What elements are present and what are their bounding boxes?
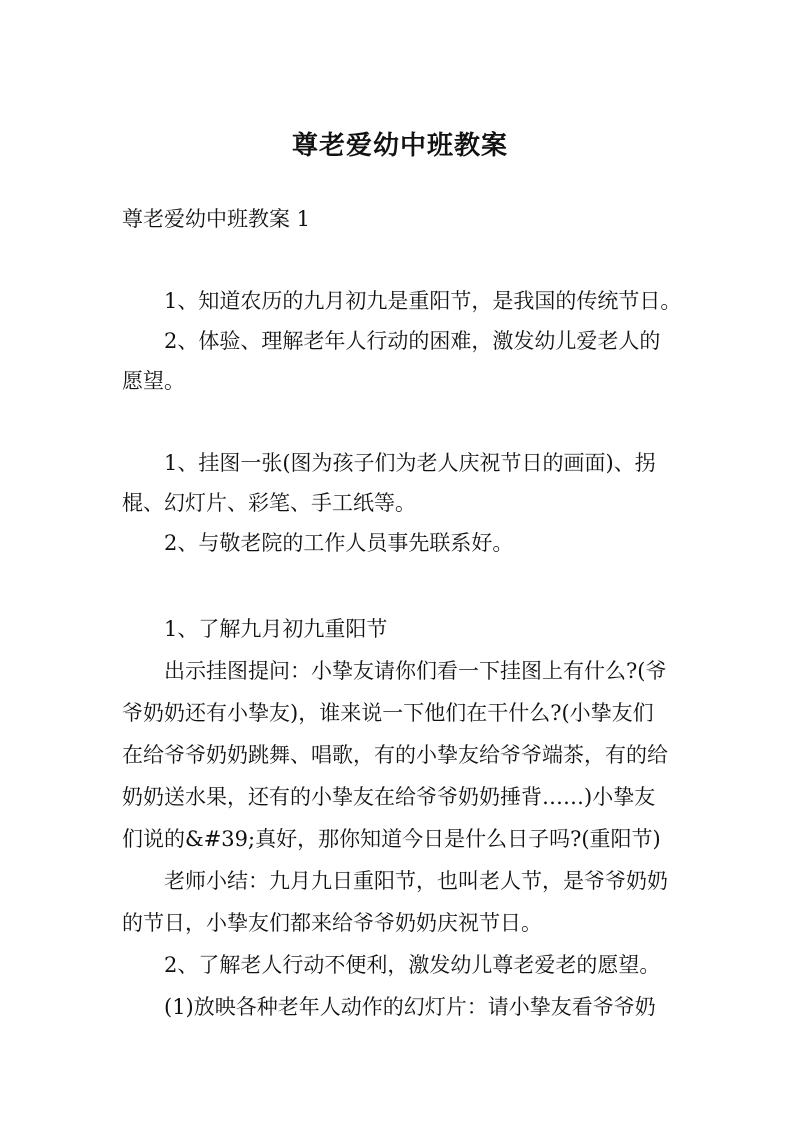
material-line-1: 1、挂图一张(图为孩子们为老人庆祝节日的画面)、拐 xyxy=(164,451,656,475)
process-step-2: 2、了解老人行动不便利，激发幼儿尊老爱老的愿望。 xyxy=(164,953,661,977)
process-paragraph-line: 在给爷爷奶奶跳舞、唱歌，有的小挚友给爷爷端茶，有的给 xyxy=(122,743,668,767)
teacher-summary-line: 老师小结：九月九日重阳节，也叫老人节，是爷爷奶奶 xyxy=(164,869,668,893)
material-line-2: 2、与敬老院的工作人员事先联系好。 xyxy=(164,531,514,555)
process-paragraph-line: 们说的&#39;真好，那你知道今日是什么日子吗?(重阳节) xyxy=(122,827,661,851)
objective-line-1: 1、知道农历的九月初九是重阳节，是我国的传统节日。 xyxy=(164,289,682,313)
objective-line-2: 2、体验、理解老年人行动的困难，激发幼儿爱老人的 xyxy=(164,329,661,353)
material-line-1-cont: 棍、幻灯片、彩笔、手工纸等。 xyxy=(122,491,416,515)
objective-line-2-cont: 愿望。 xyxy=(122,369,185,393)
section-heading: 尊老爱幼中班教案 1 xyxy=(122,207,311,231)
teacher-summary-line: 的节日，小挚友们都来给爷爷奶奶庆祝节日。 xyxy=(122,911,542,935)
document-title: 尊老爱幼中班教案 xyxy=(291,131,508,161)
process-paragraph-line: 奶奶送水果，还有的小挚友在给爷爷奶奶捶背……)小挚友 xyxy=(122,785,656,809)
process-substep-1: (1)放映各种老年人动作的幻灯片：请小挚友看爷爷奶 xyxy=(164,995,656,1019)
process-step-1: 1、了解九月初九重阳节 xyxy=(164,617,388,641)
process-paragraph-line: 出示挂图提问：小挚友请你们看一下挂图上有什么?(爷 xyxy=(164,659,667,683)
process-paragraph-line: 爷奶奶还有小挚友)，谁来说一下他们在干什么?(小挚友们 xyxy=(122,701,654,725)
